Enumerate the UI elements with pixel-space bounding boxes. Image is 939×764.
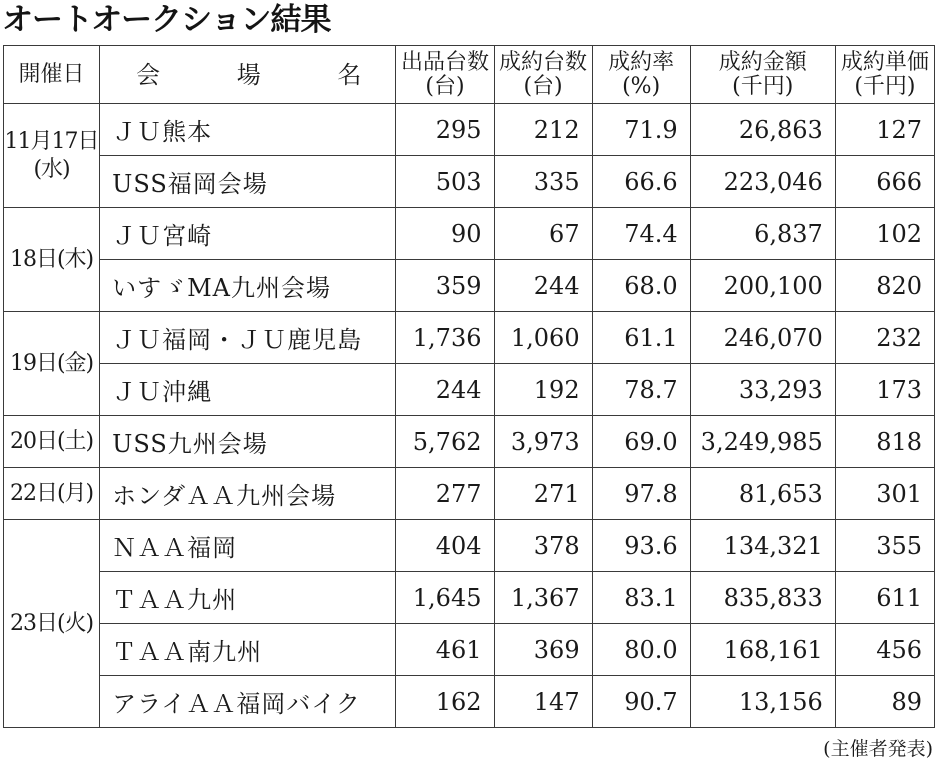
table-row — [4, 468, 935, 520]
venue-cell: いすゞMA九州会場 — [100, 260, 396, 312]
header-amount — [690, 46, 835, 104]
header-amount-unit: (千円) — [732, 73, 794, 99]
amount-cell: 13,156 — [690, 676, 835, 728]
rate-cell: 97.8 — [592, 468, 690, 520]
rate-cell: 74.4 — [592, 208, 690, 260]
header-rate-unit: (%) — [622, 73, 661, 99]
unit-price-cell: 820 — [835, 260, 934, 312]
table-row — [4, 208, 935, 260]
amount-cell: 3,249,985 — [690, 416, 835, 468]
amount-cell: 26,863 — [690, 104, 835, 156]
date-line: (水) — [33, 156, 70, 182]
rate-cell: 78.7 — [592, 364, 690, 416]
page-title: オートオークション結果 — [2, 2, 331, 38]
table-row — [4, 260, 935, 312]
listed-cell: 1,645 — [396, 572, 494, 624]
rate-cell: 68.0 — [592, 260, 690, 312]
header-venue-char: 名 — [337, 60, 362, 89]
header-unit-price — [835, 46, 934, 104]
listed-cell: 244 — [396, 364, 494, 416]
venue-cell: USS福岡会場 — [100, 156, 396, 208]
rate-cell: 90.7 — [592, 676, 690, 728]
rate-cell: 66.6 — [592, 156, 690, 208]
rate-cell: 80.0 — [592, 624, 690, 676]
sold-cell: 244 — [494, 260, 592, 312]
unit-price-cell: 818 — [835, 416, 934, 468]
listed-cell: 162 — [396, 676, 494, 728]
venue-cell: USS九州会場 — [100, 416, 396, 468]
auction-results-table — [3, 45, 935, 728]
sold-cell: 1,367 — [494, 572, 592, 624]
listed-cell: 295 — [396, 104, 494, 156]
unit-price-cell: 355 — [835, 520, 934, 572]
table-row — [4, 104, 935, 156]
rate-cell: 69.0 — [592, 416, 690, 468]
unit-price-cell: 666 — [835, 156, 934, 208]
unit-price-cell: 102 — [835, 208, 934, 260]
date-cell — [4, 312, 100, 416]
table-row — [4, 312, 935, 364]
unit-price-cell: 611 — [835, 572, 934, 624]
date-cell — [4, 468, 100, 520]
table-row — [4, 416, 935, 468]
header-rate — [592, 46, 690, 104]
unit-price-cell: 127 — [835, 104, 934, 156]
rate-cell: 71.9 — [592, 104, 690, 156]
listed-cell: 404 — [396, 520, 494, 572]
table-row — [4, 624, 935, 676]
unit-price-cell: 173 — [835, 364, 934, 416]
venue-cell: ＪＵ福岡・ＪＵ鹿児島 — [100, 312, 396, 364]
header-sold-unit: (台) — [523, 73, 563, 99]
header-unit-price-unit: (千円) — [854, 73, 916, 99]
table-row — [4, 676, 935, 728]
listed-cell: 359 — [396, 260, 494, 312]
date-line: 23日(火) — [9, 610, 94, 636]
amount-cell: 33,293 — [690, 364, 835, 416]
header-date: 開催日 — [4, 46, 100, 104]
venue-cell: ＴＡＡ南九州 — [100, 624, 396, 676]
header-unit-price-label: 成約単価 — [840, 49, 929, 75]
venue-cell: ＪＵ熊本 — [100, 104, 396, 156]
listed-cell: 5,762 — [396, 416, 494, 468]
date-cell — [4, 104, 100, 208]
date-cell — [4, 520, 100, 728]
rate-cell: 83.1 — [592, 572, 690, 624]
unit-price-cell: 232 — [835, 312, 934, 364]
date-line: 11月17日 — [4, 128, 99, 154]
table-row — [4, 156, 935, 208]
header-amount-label: 成約金額 — [718, 49, 807, 75]
header-sold-label: 成約台数 — [499, 49, 588, 75]
amount-cell: 168,161 — [690, 624, 835, 676]
venue-cell: ホンダＡＡ九州会場 — [100, 468, 396, 520]
date-cell — [4, 208, 100, 312]
header-listed — [396, 46, 494, 104]
sold-cell: 335 — [494, 156, 592, 208]
date-cell — [4, 416, 100, 468]
sold-cell: 369 — [494, 624, 592, 676]
unit-price-cell: 456 — [835, 624, 934, 676]
venue-cell: ＮＡＡ福岡 — [100, 520, 396, 572]
unit-price-cell: 301 — [835, 468, 934, 520]
listed-cell: 277 — [396, 468, 494, 520]
rate-cell: 93.6 — [592, 520, 690, 572]
header-sold — [494, 46, 592, 104]
sold-cell: 271 — [494, 468, 592, 520]
amount-cell: 134,321 — [690, 520, 835, 572]
sold-cell: 212 — [494, 104, 592, 156]
sold-cell: 67 — [494, 208, 592, 260]
sold-cell: 1,060 — [494, 312, 592, 364]
header-row — [4, 46, 935, 104]
header-rate-label: 成約率 — [608, 49, 675, 75]
table-row — [4, 572, 935, 624]
rate-cell: 61.1 — [592, 312, 690, 364]
header-venue-char: 会 — [136, 60, 161, 89]
sold-cell: 378 — [494, 520, 592, 572]
source-note: (主催者発表) — [823, 738, 933, 760]
date-line: 20日(土) — [9, 428, 94, 454]
listed-cell: 461 — [396, 624, 494, 676]
table-row — [4, 520, 935, 572]
amount-cell: 200,100 — [690, 260, 835, 312]
listed-cell: 90 — [396, 208, 494, 260]
table-row — [4, 364, 935, 416]
amount-cell: 835,833 — [690, 572, 835, 624]
header-venue — [100, 46, 396, 104]
date-line: 18日(木) — [9, 246, 94, 272]
sold-cell: 192 — [494, 364, 592, 416]
date-line: 19日(金) — [9, 350, 94, 376]
amount-cell: 223,046 — [690, 156, 835, 208]
unit-price-cell: 89 — [835, 676, 934, 728]
header-listed-label: 出品台数 — [400, 49, 489, 75]
amount-cell: 246,070 — [690, 312, 835, 364]
amount-cell: 6,837 — [690, 208, 835, 260]
venue-cell: アライＡＡ福岡バイク — [100, 676, 396, 728]
date-line: 22日(月) — [9, 480, 94, 506]
venue-cell: ＪＵ宮崎 — [100, 208, 396, 260]
venue-cell: ＪＵ沖縄 — [100, 364, 396, 416]
amount-cell: 81,653 — [690, 468, 835, 520]
header-venue-char: 場 — [236, 60, 261, 89]
sold-cell: 147 — [494, 676, 592, 728]
sold-cell: 3,973 — [494, 416, 592, 468]
listed-cell: 1,736 — [396, 312, 494, 364]
listed-cell: 503 — [396, 156, 494, 208]
venue-cell: ＴＡＡ九州 — [100, 572, 396, 624]
header-listed-unit: (台) — [425, 73, 465, 99]
